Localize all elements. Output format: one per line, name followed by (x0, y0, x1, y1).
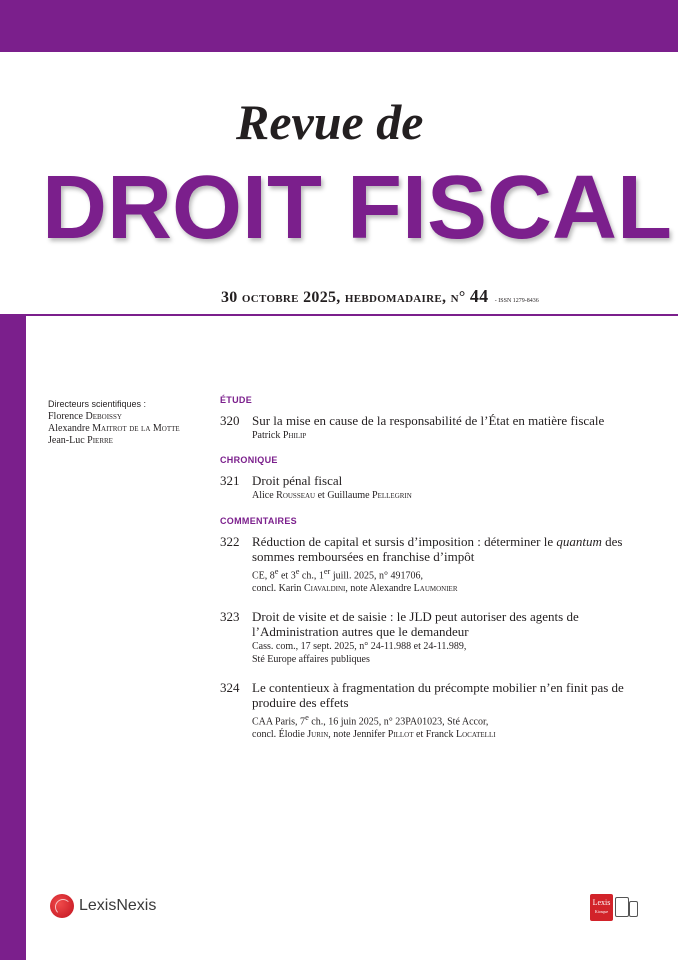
toc-entry-320[interactable] (220, 413, 660, 443)
phone-icon (629, 901, 638, 917)
issue-line (221, 286, 539, 307)
entry-title: Droit pénal fiscal (252, 472, 343, 488)
director-name: Florence Deboissy (48, 411, 122, 422)
directors-label: Directeurs scientifiques : (48, 399, 147, 409)
publisher-name: LexisNexis (79, 897, 157, 914)
tablet-icon (615, 897, 629, 917)
header-rule (26, 314, 678, 316)
entry-title: Le contentieux à fragmentation du précompte mobilier n’en finit pas de produire des effets (252, 680, 624, 711)
section-heading-commentaires: COMMENTAIRES (220, 516, 297, 526)
entry-number: 321 (220, 472, 240, 488)
table-of-contents (220, 395, 660, 742)
left-purple-band (0, 314, 26, 960)
journal-title-revue-de: Revue de (236, 94, 424, 150)
section-heading-etude: ÉTUDE (220, 395, 253, 405)
lexis-kiosque-icon: Lexis Kiosque (590, 894, 613, 921)
top-purple-band (0, 0, 678, 52)
entry-author: Patrick Philip (252, 430, 307, 441)
entry-number: 324 (220, 680, 240, 696)
toc-entry-321[interactable] (220, 473, 660, 503)
entry-title: Sur la mise en cause de la responsabilité de l’État en matière fiscale (252, 413, 605, 428)
entry-number: 322 (220, 534, 240, 549)
director-name: Jean-Luc Pierre (48, 435, 113, 446)
entry-title: Réduction de capital et sursis d’imposition : déterminer le quantum des sommes remboursées en franchise d’impôt (252, 534, 623, 564)
lexisnexis-globe-icon (50, 894, 74, 918)
toc-entry-323[interactable] (220, 609, 660, 666)
issue-number: 44 (469, 286, 489, 306)
director-name: Alexandre Maitrot de la Motte (48, 423, 180, 434)
entry-number: 320 (220, 413, 240, 428)
toc-entry-324[interactable] (220, 680, 660, 741)
scientific-directors (48, 398, 218, 447)
entry-reference: Cass. com., 17 sept. 2025, n° 24-11.988 et 24-11.989, Sté Europe affaires publiques (252, 641, 467, 665)
lexis-kiosque-badge (590, 894, 639, 921)
entry-reference: CE, 8e et 3e ch., 1er juill. 2025, n° 491706, concl. Karin Ciavaldini, note Alexandre Laumonier (252, 567, 458, 594)
journal-title-droit-fiscal: DROIT FISCAL (42, 158, 672, 258)
lexisnexis-logo (50, 894, 156, 918)
entry-title: Droit de visite et de saisie : le JLD peut autoriser des agents de l’Administration autres que le demandeur (252, 609, 579, 640)
toc-entry-322[interactable] (220, 534, 660, 595)
section-heading-chronique: CHRONIQUE (220, 454, 278, 465)
entry-authors: Alice Rousseau et Guillaume Pellegrin (252, 489, 412, 501)
issn: - ISSN 1279-8436 (494, 298, 539, 304)
entry-reference: CAA Paris, 7e ch., 16 juin 2025, n° 23PA01023, Sté Accor, concl. Élodie Jurin, note Jennifer Pillot et Franck Locatelli (252, 713, 496, 741)
devices-icon (615, 894, 639, 921)
entry-number: 323 (220, 609, 240, 625)
issue-date: 30 octobre 2025, hebdomadaire, n° (221, 289, 466, 306)
